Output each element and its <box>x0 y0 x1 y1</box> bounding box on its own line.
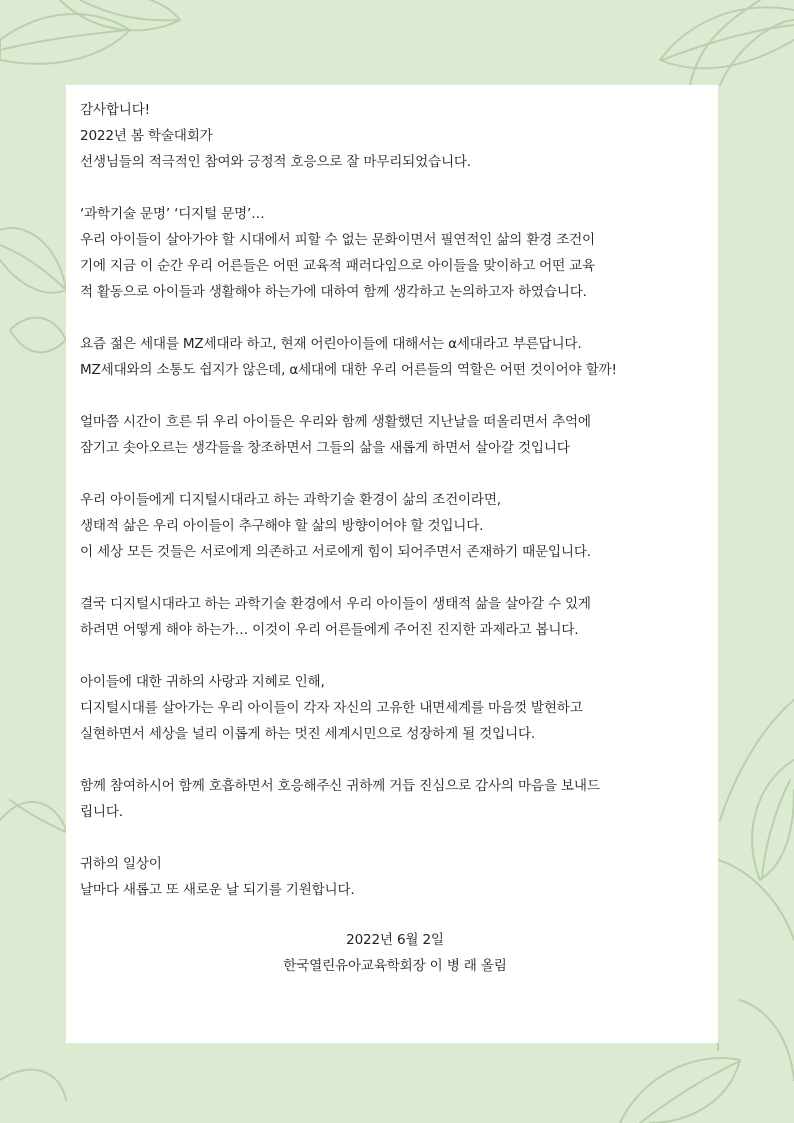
paragraph <box>80 773 710 825</box>
text-line: 2022년 봄 학술대회가 <box>80 128 213 144</box>
text-line: 하려면 어떻게 해야 하는가… 이것이 우리 어른들에게 주어진 진지한 과제라고 봅니다. <box>80 622 579 638</box>
text-line: 기에 지금 이 순간 우리 어른들은 어떤 교육적 패러다임으로 아이들을 맞이하고 어떤 교육 <box>80 258 595 274</box>
paragraph <box>80 201 710 305</box>
leaf-icon <box>0 14 130 64</box>
paragraph <box>80 591 710 643</box>
text-line: 감사합니다! <box>80 102 150 118</box>
text-line: 디지털시대를 살아가는 우리 아이들이 각자 자신의 고유한 내면세계를 마음껏 발현하고 <box>80 700 583 716</box>
paragraph <box>80 97 710 175</box>
text-line: 잠기고 솟아오르는 생각들을 창조하면서 그들의 삶을 새롭게 하면서 살아갈 것입니다 <box>80 440 570 456</box>
text-line: 귀하의 일상이 <box>80 856 162 872</box>
signature-block <box>80 927 710 979</box>
text-line: MZ세대와의 소통도 쉽지가 않은데, α세대에 대한 우리 어른들의 역할은 어떤 것이어야 할까! <box>80 362 617 378</box>
leaf-icon <box>720 700 794 820</box>
paragraph <box>80 409 710 461</box>
text-line: 얼마쯤 시간이 흐른 뒤 우리 아이들은 우리와 함께 생활했던 지난날을 떠올리면서 추억에 <box>80 414 591 430</box>
leaf-icon <box>718 860 794 940</box>
leaf-icon <box>720 20 794 85</box>
text-line: 날마다 새롭고 또 새로운 날 되기를 기원합니다. <box>80 882 355 898</box>
text-line: 우리 아이들이 살아가야 할 시대에서 피할 수 없는 문화이면서 필연적인 삶의 환경 조건이 <box>80 232 595 248</box>
text-line: 실현하면서 세상을 널리 이롭게 하는 멋진 세계시민으로 성장하게 될 것입니다. <box>80 726 536 742</box>
text-line: 적 활동으로 아이들과 생활해야 하는가에 대하여 함께 생각하고 논의하고자 하였습니다. <box>80 284 587 300</box>
text-line: 결국 디지털시대라고 하는 과학기술 환경에서 우리 아이들이 생태적 삶을 살아갈 수 있게 <box>80 596 591 612</box>
text-line: 우리 아이들에게 디지털시대라고 하는 과학기술 환경이 삶의 조건이라면, <box>80 492 501 508</box>
letter-paper <box>66 85 718 1043</box>
text-line: ‘과학기술 문명’ ‘디지털 문명’… <box>80 206 265 222</box>
leaf-icon <box>10 318 66 353</box>
text-line: 함께 참여하시어 함께 호흡하면서 호응해주신 귀하께 거듭 진심으로 감사의 마음을 보내드 <box>80 778 600 794</box>
paragraph <box>80 851 710 903</box>
text-line: 요즘 젊은 세대를 MZ세대라 하고, 현재 어린아이들에 대해서는 α세대라고 부른답니다. <box>80 336 582 352</box>
text-line: 선생님들의 적극적인 참여와 긍정적 호응으로 잘 마무리되었습니다. <box>80 154 471 170</box>
text-line: 립니다. <box>80 804 123 820</box>
text-line: 이 세상 모든 것들은 서로에게 의존하고 서로에게 힘이 되어주면서 존재하기 때문입니다. <box>80 544 591 560</box>
leaf-icon <box>0 1070 66 1100</box>
paragraph <box>80 331 710 383</box>
leaf-icon <box>740 1000 794 1080</box>
leaf-icon <box>0 228 66 293</box>
letter-body <box>80 97 710 979</box>
signature-date: 2022년 6월 2일 <box>346 932 444 948</box>
paragraph <box>80 487 710 565</box>
paragraph <box>80 669 710 747</box>
text-line: 생태적 삶은 우리 아이들이 추구해야 할 삶의 방향이어야 할 것입니다. <box>80 518 484 534</box>
text-line: 아이들에 대한 귀하의 사랑과 지혜로 인해, <box>80 674 325 690</box>
leaf-icon <box>620 1058 740 1123</box>
signature-sender: 한국열린유아교육학회장 이 병 래 올림 <box>283 958 507 974</box>
